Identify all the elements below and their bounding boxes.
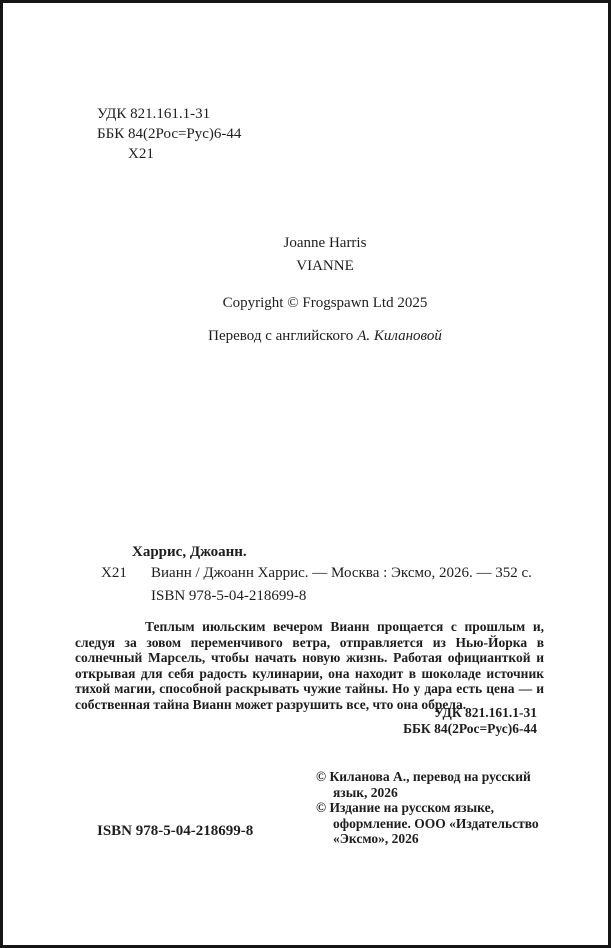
translator-name: А. Килановой [357,328,442,344]
author-sign: Х21 [128,146,154,162]
isbn-footer: ISBN 978-5-04-218699-8 [97,823,254,839]
translation-prefix: Перевод с английского [208,328,354,344]
catalog-author-sign: Х21 [101,565,127,581]
udk-code-right: УДК 821.161.1-31 [434,705,537,720]
original-author: Joanne Harris [283,235,367,251]
copyright-notices [316,769,554,847]
original-title: VIANNE [296,258,354,274]
classification-right-block [403,705,537,736]
bbk-code-right: ББК 84(2Рос=Рус)6-44 [403,720,537,736]
classification-block [97,104,241,164]
annotation-paragraph: Теплым июльским вечером Вианн прощается с прошлым и, следуя за зовом переменчивого ветра, отправляется из Нью-Йорка в солнечный Марсель, чтобы начать новую жизнь. Работая официанткой и открывая для себя радость кулинарии, она находит в шоколаде источник тихой магии, способной раскрывать чужие тайны. Но у дара есть цена — и собственная тайна Вианн может разрушить все, что она обрела. [75,619,544,712]
catalog-bibliographic-entry: Вианн / Джоанн Харрис. — Москва : Эксмо, 2026. — 352 с. [151,565,532,581]
copyright-notice-translation: © Киланова А., перевод на русский язык, 2026 [316,769,531,800]
udk-code: УДК 821.161.1-31 [97,106,211,122]
title-block [36,233,611,346]
copyright-line: Copyright © Frogspawn Ltd 2025 [222,295,428,311]
catalog-isbn: ISBN 978-5-04-218699-8 [151,588,307,604]
bbk-code: ББК 84(2Рос=Рус)6-44 [97,126,242,142]
copyright-notice-publisher: © Издание на русском языке, оформление. ООО «Издательство «Эксмо», 2026 [316,800,539,846]
translation-line [36,326,611,346]
catalog-author-heading: Харрис, Джоанн. [132,544,247,560]
